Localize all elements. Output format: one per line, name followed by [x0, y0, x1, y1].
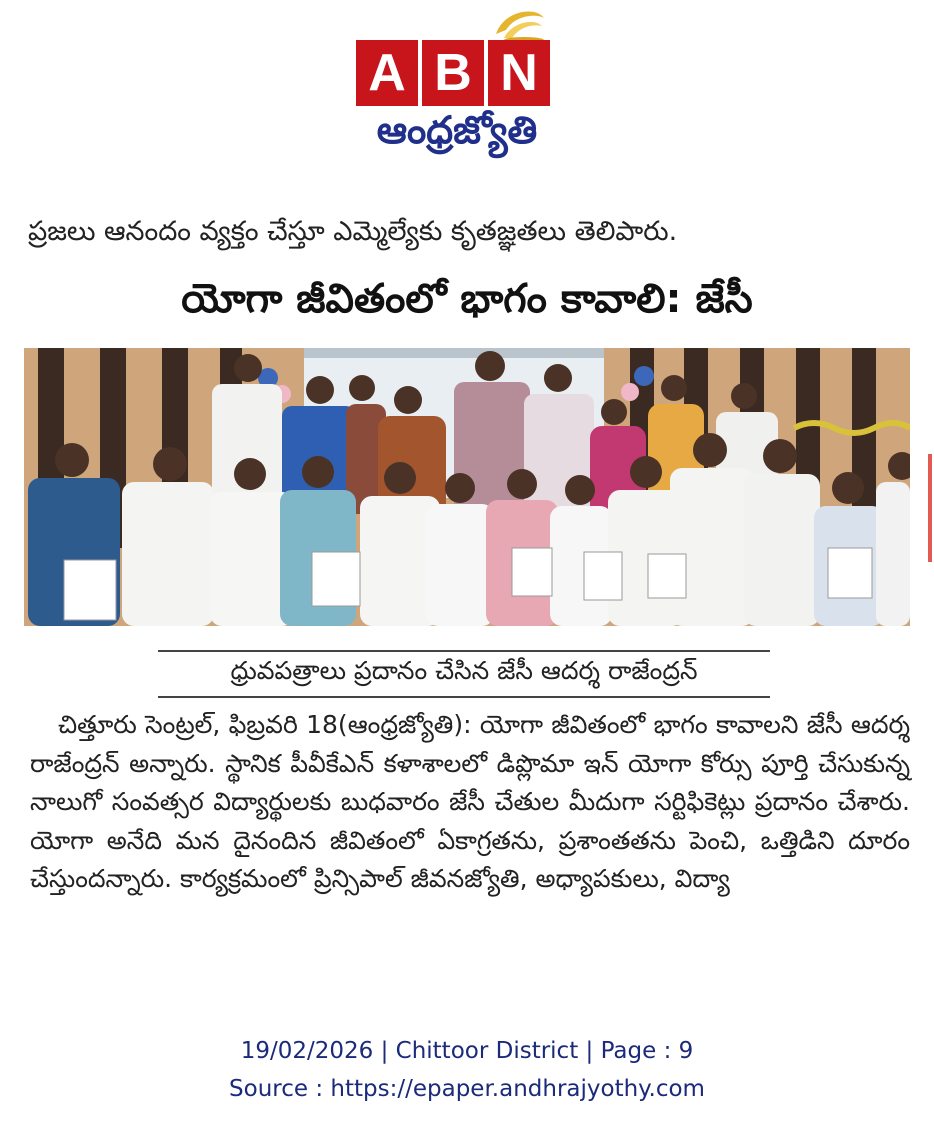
logo-letter-a: A	[356, 40, 418, 106]
article-body-paragraph: చిత్తూరు సెంట్రల్, ఫిబ్రవరి 18(ఆంధ్రజ్యోతి): యోగా జీవితంలో భాగం కావాలని జేసీ ఆదర్శ రాజేంద్రన్ అన్నారు. స్థానిక పీవీకేఎన్ కళాశాలలో డిప్లొమా ఇన్ యోగా కోర్సు పూర్తి చేసుకున్న నాలుగో సంవత్సర విద్యార్థులకు బుధవారం జేసీ చేతుల మీదుగా సర్టిఫికెట్లు ప్రదానం చేశారు. యోగా అనేది మన దైనందిన జీవితంలో ఏకాగ్రతను, ప్రశాంతతను పెంచి, ఒత్తిడిని దూరం చేస్తుందన్నారు. కార్యక్రమంలో ప్రిన్సిపాల్ జీవనజ్యోతి, అధ్యాపకులు, విద్యా	[30, 710, 910, 893]
logo-swirl-icon	[490, 4, 550, 44]
article-headline: యోగా జీవితంలో భాగం కావాలి: జేసీ	[181, 276, 753, 322]
abn-andhrajyothy-logo	[352, 4, 562, 164]
footer-date-district-page: 19/02/2026 | Chittoor District | Page : 9	[240, 1038, 694, 1064]
logo-letter-n: N	[488, 40, 550, 106]
article-photo	[24, 348, 910, 626]
footer-source-url: Source : https://epaper.andhrajyothy.com	[229, 1076, 705, 1102]
group-photo-illustration	[24, 348, 910, 626]
logo-telugu-name: ఆంధ్రజ్యోతి	[376, 108, 538, 152]
previous-article-line: ప్రజలు ఆనందం వ్యక్తం చేస్తూ ఎమ్మెల్యేకు కృతజ్ఞతలు తెలిపారు.	[28, 216, 678, 247]
newspaper-clipping	[22, 206, 912, 986]
logo-letter-b: B	[422, 40, 484, 106]
article-body	[30, 706, 910, 899]
abn-letters	[356, 40, 550, 106]
photo-caption: ధ్రువపత్రాలు ప్రదానం చేసిన జేసీ ఆదర్శ రాజేంద్రన్	[158, 650, 770, 698]
clipping-footer	[0, 1032, 934, 1108]
side-accent-mark	[928, 454, 932, 562]
